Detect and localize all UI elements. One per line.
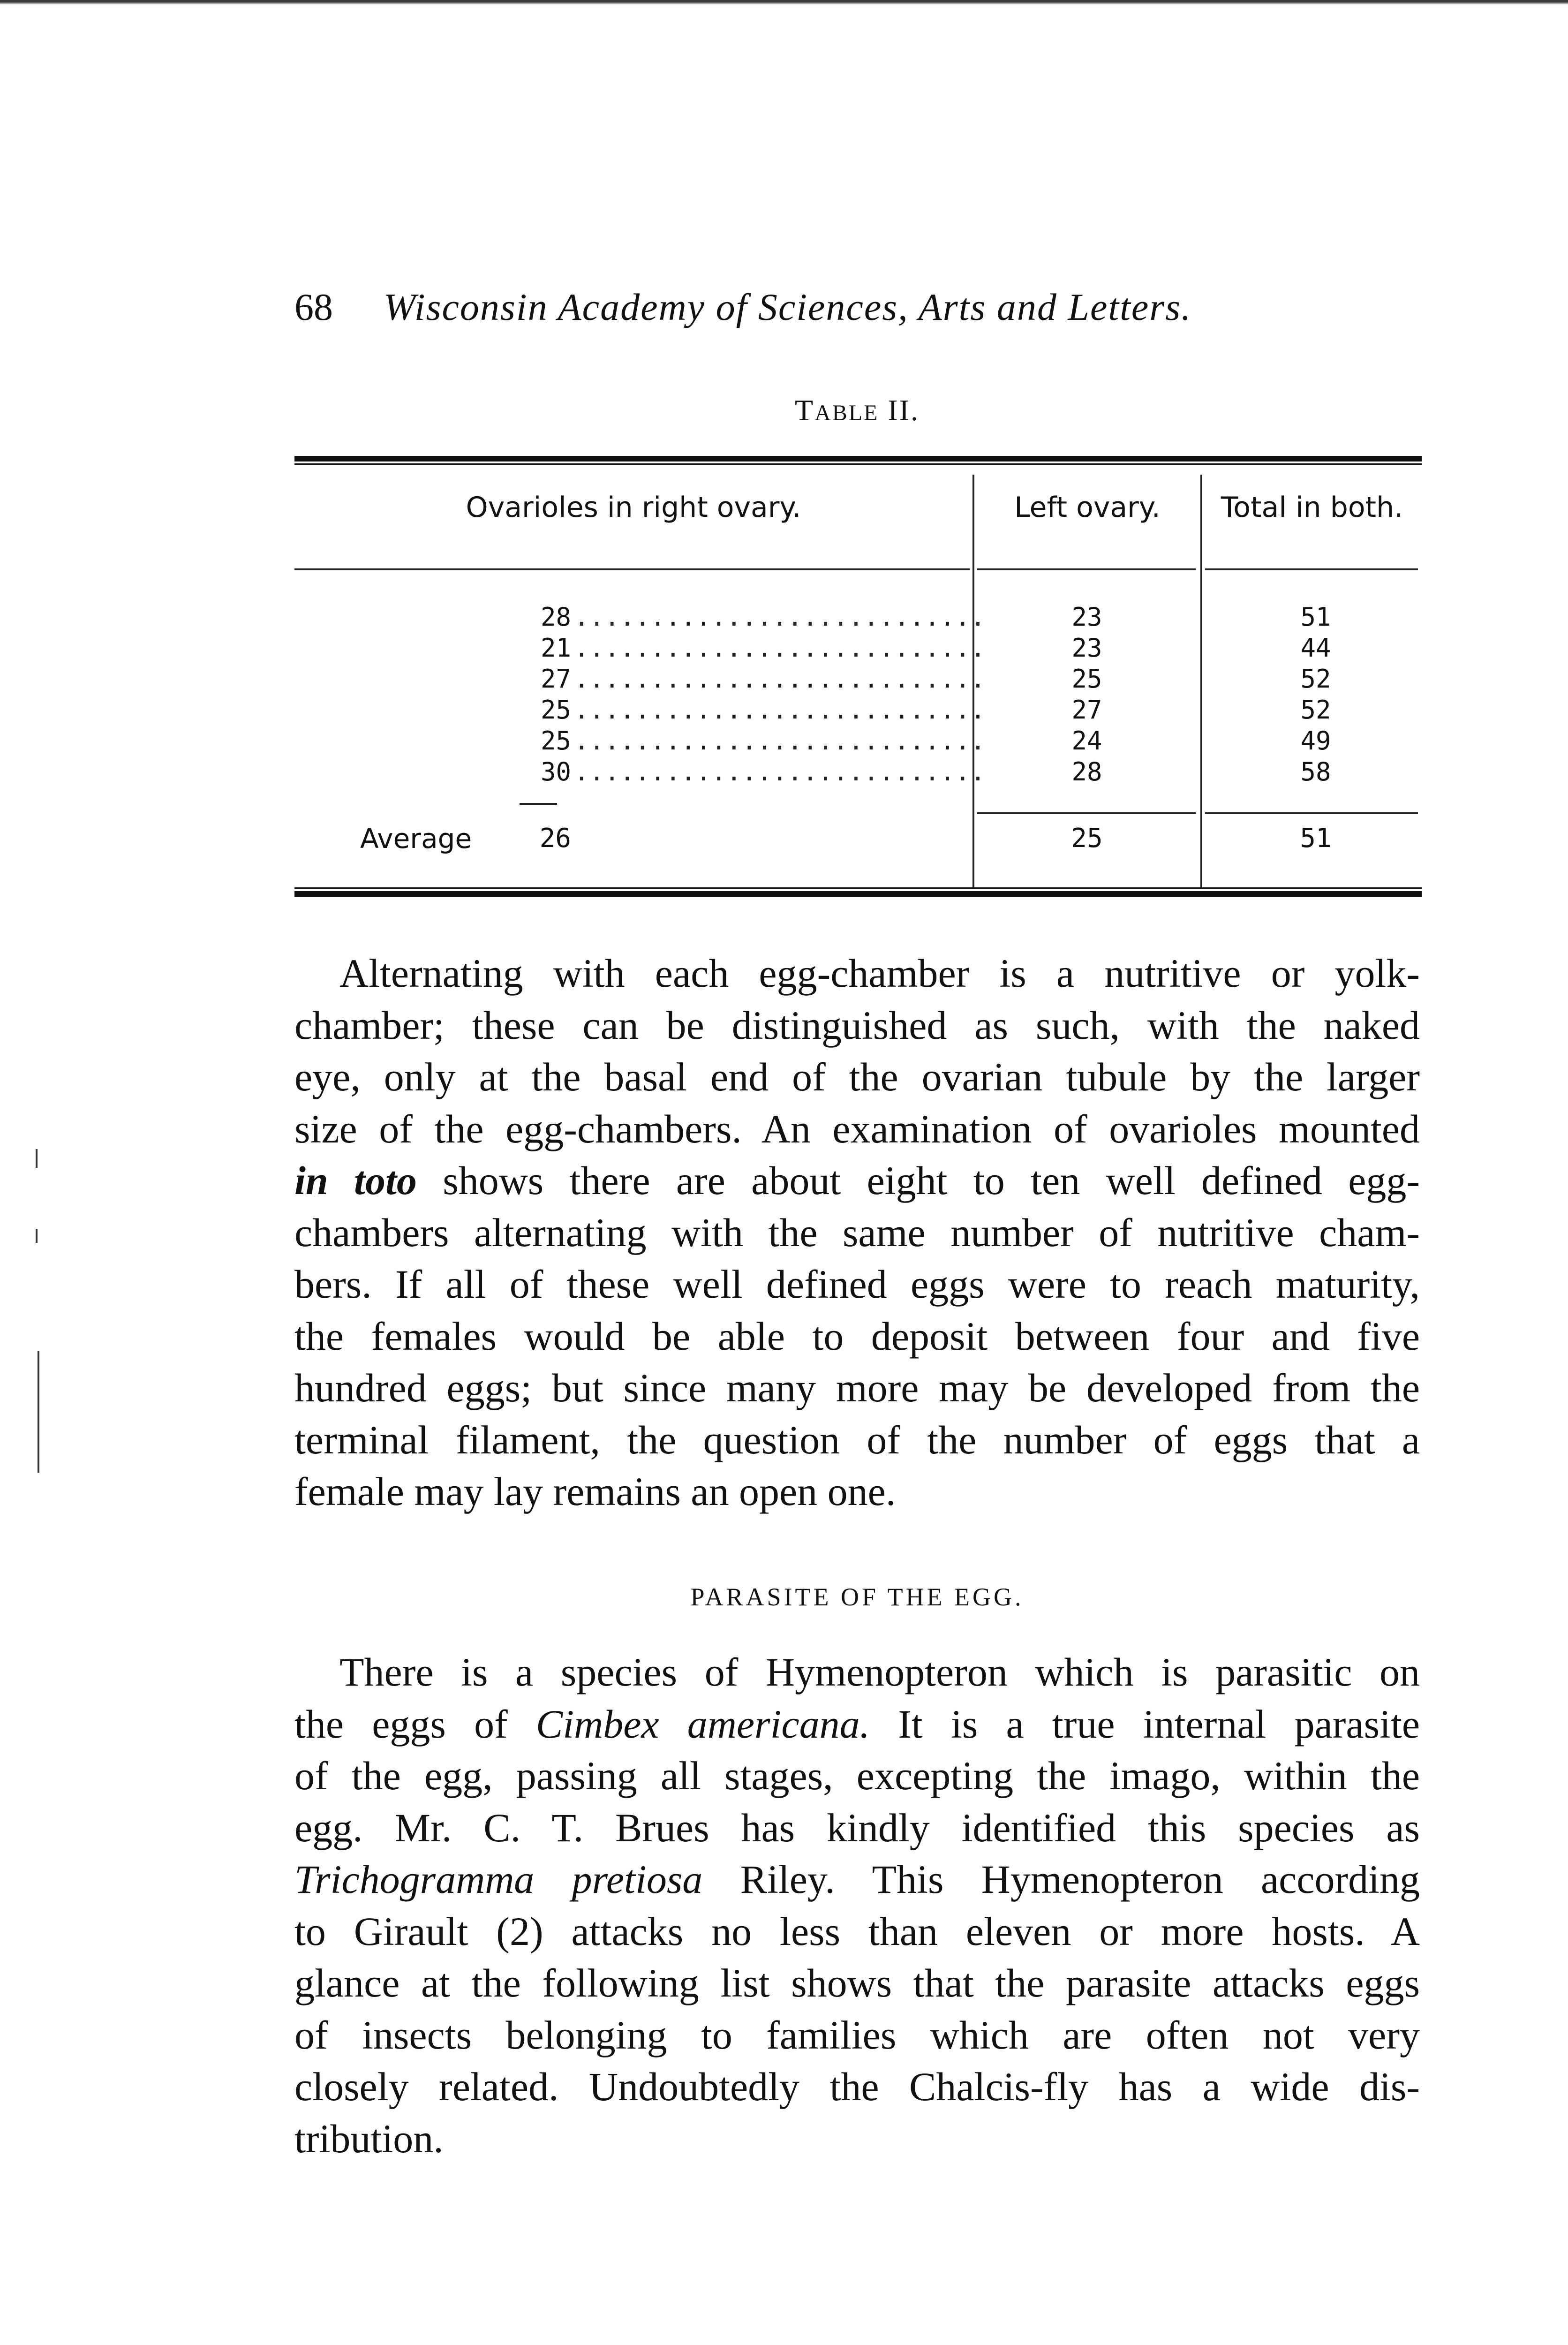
header-underline	[977, 568, 1196, 570]
text-line: chambers alternating with the same number of nutritive cham-	[294, 1210, 1420, 1255]
paragraph-egg-chambers	[294, 947, 1420, 1518]
species-name: Cimbex americana.	[535, 1701, 870, 1747]
text-line: to Girault (2) attacks no less than eleven or more hosts. A	[294, 1908, 1420, 1954]
text-line: eye, only at the basal end of the ovarian tubule by the larger	[294, 1054, 1420, 1099]
text-line	[294, 1853, 1420, 1906]
right-ovary-value: 25	[540, 695, 571, 725]
leader-dots: ...........................	[574, 757, 986, 787]
left-ovary-value: 23	[1071, 633, 1102, 663]
header-underline	[294, 568, 970, 570]
leader-dots: ...........................	[574, 664, 986, 694]
text-line: of insects belonging to families which are often not very	[294, 2012, 1420, 2058]
total-value: 58	[1300, 757, 1331, 787]
margin-mark	[36, 1149, 38, 1168]
text-line: There is a species of Hymenopteron which is parasitic on	[339, 1649, 1420, 1694]
text-line	[294, 1155, 1420, 1207]
text-line: the females would be able to deposit between four and five	[294, 1313, 1420, 1359]
caption-initial: T	[794, 393, 815, 427]
scan-top-edge	[0, 0, 1568, 5]
text-line: egg. Mr. C. T. Brues has kindly identified this species as	[294, 1805, 1420, 1850]
average-label: Average	[360, 823, 472, 855]
left-ovary-value: 28	[1071, 757, 1102, 787]
left-ovary-value: 25	[1071, 664, 1102, 694]
left-ovary-value: 24	[1071, 726, 1102, 756]
caption-number: II.	[879, 393, 920, 427]
leader-dots: ...........................	[574, 633, 986, 663]
leader-dots: ...........................	[574, 695, 986, 725]
column-header-left-ovary: Left ovary.	[1014, 491, 1161, 524]
column-header-total: Total in both.	[1221, 491, 1403, 524]
margin-mark	[36, 1229, 38, 1243]
sum-rule	[977, 812, 1196, 814]
table-top-rule-2	[294, 463, 1422, 465]
text-run: shows there are about eight to ten well defined egg-	[416, 1158, 1420, 1203]
table-top-rule	[294, 456, 1422, 461]
table-bottom-rule	[294, 887, 1422, 889]
text-run: It is a true internal parasite	[870, 1701, 1420, 1747]
total-value: 44	[1300, 633, 1331, 663]
total-value: 52	[1300, 664, 1331, 694]
text-line: terminal filament, the question of the number of eggs that a	[294, 1417, 1420, 1462]
text-run: Riley. This Hymenopteron according	[702, 1857, 1420, 1902]
text-line: Alternating with each egg-chamber is a nutritive or yolk-	[339, 951, 1420, 996]
average-left-ovary: 25	[1071, 823, 1103, 854]
right-ovary-value: 25	[540, 726, 571, 756]
text-line: closely related. Undoubtedly the Chalcis-fly has a wide dis-	[294, 2064, 1420, 2109]
caption-word: ABLE	[814, 401, 879, 425]
right-ovary-value: 27	[540, 664, 571, 694]
text-line: hundred eggs; but since many more may be developed from the	[294, 1365, 1420, 1410]
margin-mark	[38, 1351, 39, 1473]
text-run: the eggs of	[294, 1701, 536, 1747]
average-total: 51	[1300, 823, 1332, 854]
section-heading: PARASITE OF THE EGG.	[690, 1583, 1024, 1611]
total-value: 51	[1300, 602, 1331, 632]
column-header-right-ovary: Ovarioles in right ovary.	[466, 491, 801, 524]
paragraph-parasite	[294, 1646, 1420, 2164]
table-caption	[294, 389, 1420, 434]
text-line: glance at the following list shows that the parasite attacks eggs	[294, 1960, 1420, 2005]
ovariole-table	[294, 456, 1422, 897]
left-ovary-value: 27	[1071, 695, 1102, 725]
right-ovary-value: 28	[540, 602, 571, 632]
leader-dots: ...........................	[574, 726, 986, 756]
table-bottom-rule-2	[294, 891, 1422, 897]
column-divider	[1200, 475, 1202, 887]
total-value: 52	[1300, 695, 1331, 725]
leader-dots: ...........................	[574, 602, 986, 632]
emphasis-in-toto: in toto	[294, 1158, 417, 1203]
total-value: 49	[1300, 726, 1331, 756]
sum-rule	[1205, 812, 1418, 814]
text-line: female may lay remains an open one.	[294, 1469, 896, 1514]
running-title: Wisconsin Academy of Sciences, Arts and Letters.	[384, 286, 1192, 328]
running-head	[294, 277, 1410, 338]
species-name: Trichogramma pretiosa	[294, 1857, 703, 1902]
page-number: 68	[294, 286, 333, 328]
sum-rule	[520, 803, 557, 805]
right-ovary-value: 21	[540, 633, 571, 663]
text-line: bers. If all of these well defined eggs were to reach maturity,	[294, 1262, 1420, 1307]
average-right-ovary: 26	[539, 823, 571, 854]
text-line: tribution.	[294, 2116, 444, 2161]
header-underline	[1205, 568, 1418, 570]
text-line: of the egg, passing all stages, excepting the imago, within the	[294, 1753, 1420, 1798]
text-line: chamber; these can be distinguished as such, with the naked	[294, 1002, 1420, 1048]
right-ovary-value: 30	[540, 757, 571, 787]
text-line	[294, 1698, 1420, 1750]
text-line: size of the egg-chambers. An examination of ovarioles mounted	[294, 1106, 1420, 1151]
left-ovary-value: 23	[1071, 602, 1102, 632]
